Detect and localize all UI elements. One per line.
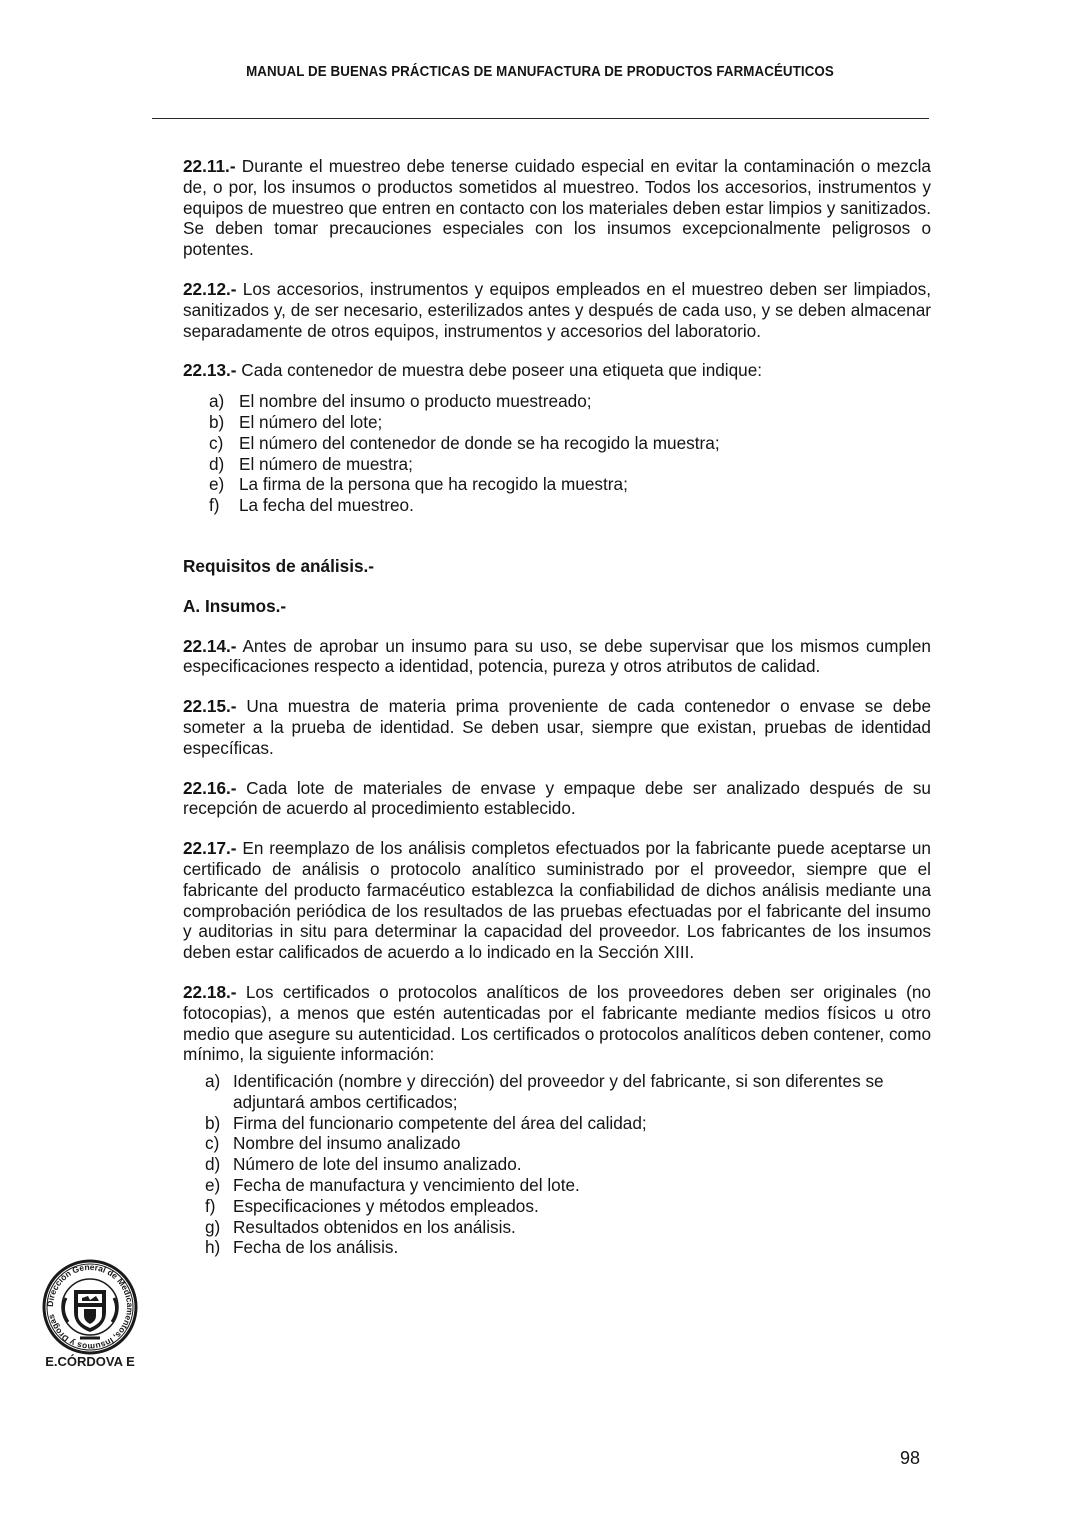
list-item-text: Especificaciones y métodos empleados. — [233, 1195, 539, 1216]
section-heading: Requisitos de análisis.- — [183, 555, 375, 576]
list-item-text: Nombre del insumo analizado — [233, 1133, 461, 1154]
list-item-text: Firma del funcionario competente del área del calidad; — [233, 1112, 647, 1133]
clause-22-13 — [183, 360, 931, 381]
clause-number: 22.14.- — [183, 635, 237, 656]
clause-number: 22.11.- — [183, 156, 236, 176]
list-marker: b) — [205, 1112, 221, 1133]
list-marker: e) — [209, 474, 225, 495]
list-marker: d) — [205, 1154, 221, 1175]
official-seal-icon — [30, 1258, 150, 1370]
clause-number: 22.15.- — [183, 696, 237, 717]
list-item — [183, 1154, 931, 1175]
certificate-contents-list — [183, 1071, 931, 1258]
clause-text: Una muestra de materia prima proveniente de cada contenedor o envase se debe someter a la prueba de identidad. Se deben usar, siempre que existan, pruebas de identidad específicas. — [183, 696, 931, 758]
list-item — [183, 454, 931, 475]
list-item — [183, 1175, 931, 1196]
clause-number: 22.12.- — [183, 278, 237, 299]
list-marker: h) — [205, 1237, 221, 1258]
clause-22-16 — [183, 778, 931, 820]
list-marker: b) — [209, 411, 225, 432]
list-item — [183, 433, 931, 454]
list-item-text: Identificación (nombre y dirección) del proveedor y del fabricante, si son diferentes se adjuntará ambos certificados; — [233, 1071, 884, 1112]
clause-number: 22.17.- — [183, 838, 237, 859]
list-marker: c) — [205, 1133, 220, 1154]
clause-22-14 — [183, 636, 931, 678]
clause-text: Cada contenedor de muestra debe poseer una etiqueta que indique: — [236, 360, 763, 381]
clause-number: 22.16.- — [183, 777, 237, 798]
list-item-text: Fecha de los análisis. — [233, 1237, 399, 1258]
list-item-text: Fecha de manufactura y vencimiento del lote. — [233, 1175, 580, 1196]
list-marker: g) — [205, 1216, 221, 1237]
list-item — [183, 1071, 931, 1113]
list-item-text: El número de muestra; — [239, 453, 413, 474]
list-item — [183, 1113, 931, 1134]
label-requirements-list — [183, 391, 931, 516]
clause-text: Durante el muestreo debe tenerse cuidado especial en evitar la contaminación o mezcla de, o por, los insumos o productos sometidos al muestreo. Todos los accesorios, instrumentos y equipos de muestreo que entren en contacto con los materiales deben estar limpios y sanitizados. Se deben tomar precauciones especiales con los insumos excepcionalmente peligrosos o potentes. — [183, 156, 931, 260]
clause-text: En reemplazo de los análisis completos efectuados por la fabricante puede aceptarse un certificado de análisis o protocolo analítico suministrado por el proveedor, siempre que el fabricante del producto farmacéutico establezca la confiabilidad de dichos análisis mediante una comprobación periódica de los resultados de las pruebas efectuadas por el fabricante del insumo y auditorias in situ para determinar la capacidad del proveedor. Los fabricantes de los insumos deben estar calificados de acuerdo a lo indicado en la Sección XIII. — [183, 838, 931, 963]
list-item — [183, 1133, 931, 1154]
clause-22-11 — [183, 156, 931, 260]
list-item — [183, 1237, 931, 1258]
list-marker: f) — [209, 495, 220, 516]
list-item — [183, 495, 931, 516]
header-divider — [152, 118, 929, 119]
document-body — [183, 156, 931, 1258]
list-item-text: El número del lote; — [239, 411, 383, 432]
page-number: 98 — [899, 1448, 920, 1468]
list-item-text: La firma de la persona que ha recogido la muestra; — [239, 474, 628, 495]
list-item-text: Número de lote del insumo analizado. — [233, 1154, 522, 1175]
list-item — [183, 474, 931, 495]
list-marker: a) — [209, 391, 225, 412]
clause-text: Antes de aprobar un insumo para su uso, se debe supervisar que los mismos cumplen especificaciones respecto a identidad, potencia, pureza y otros atributos de calidad. — [183, 635, 931, 677]
subsection-heading: A. Insumos.- — [183, 595, 287, 616]
list-item — [183, 1196, 931, 1217]
list-item — [183, 1217, 931, 1238]
list-item-text: El número del contenedor de donde se ha recogido la muestra; — [239, 432, 720, 453]
clause-22-12 — [183, 279, 931, 341]
list-item-text: Resultados obtenidos en los análisis. — [233, 1216, 516, 1237]
list-marker: c) — [209, 432, 224, 453]
list-item — [183, 391, 931, 412]
seal-ring-textpath: Dirección General de Medicamentos, Insumos y Drogas — [44, 1261, 136, 1353]
list-marker: a) — [205, 1071, 221, 1092]
clause-number: 22.13.- — [183, 360, 237, 381]
clause-number: 22.18.- — [183, 981, 237, 1002]
list-item-text: El nombre del insumo o producto muestreado; — [239, 391, 592, 412]
list-marker: f) — [205, 1195, 216, 1216]
clause-text: Los certificados o protocolos analíticos de los proveedores deben ser originales (no fotocopias), a menos que estén autenticadas por el fabricante mediante medios físicos u otro medio que asegure su autenticidad. Los certificados o protocolos analíticos deben contener, como mínimo, la siguiente información: — [183, 981, 931, 1065]
signature-name: E.CÓRDOVA E — [45, 1354, 135, 1369]
clause-22-15 — [183, 696, 931, 758]
clause-text: Cada lote de materiales de envase y empaque debe ser analizado después de su recepción de acuerdo al procedimiento establecido. — [183, 777, 931, 819]
clause-22-17 — [183, 838, 931, 963]
clause-text: Los accesorios, instrumentos y equipos empleados en el muestreo deben ser limpiados, sanitizados y, de ser necesario, esterilizados antes y después de cada uso, y se deben almacenar separadamente de otros equipos, instrumentos y accesorios del laboratorio. — [183, 278, 931, 341]
clause-22-18 — [183, 982, 931, 1065]
list-item — [183, 412, 931, 433]
list-marker: d) — [209, 453, 225, 474]
list-marker: e) — [205, 1175, 221, 1196]
page-header: MANUAL DE BUENAS PRÁCTICAS DE MANUFACTURA DE PRODUCTOS FARMACÉUTICOS — [246, 64, 834, 80]
list-item-text: La fecha del muestreo. — [239, 495, 414, 516]
